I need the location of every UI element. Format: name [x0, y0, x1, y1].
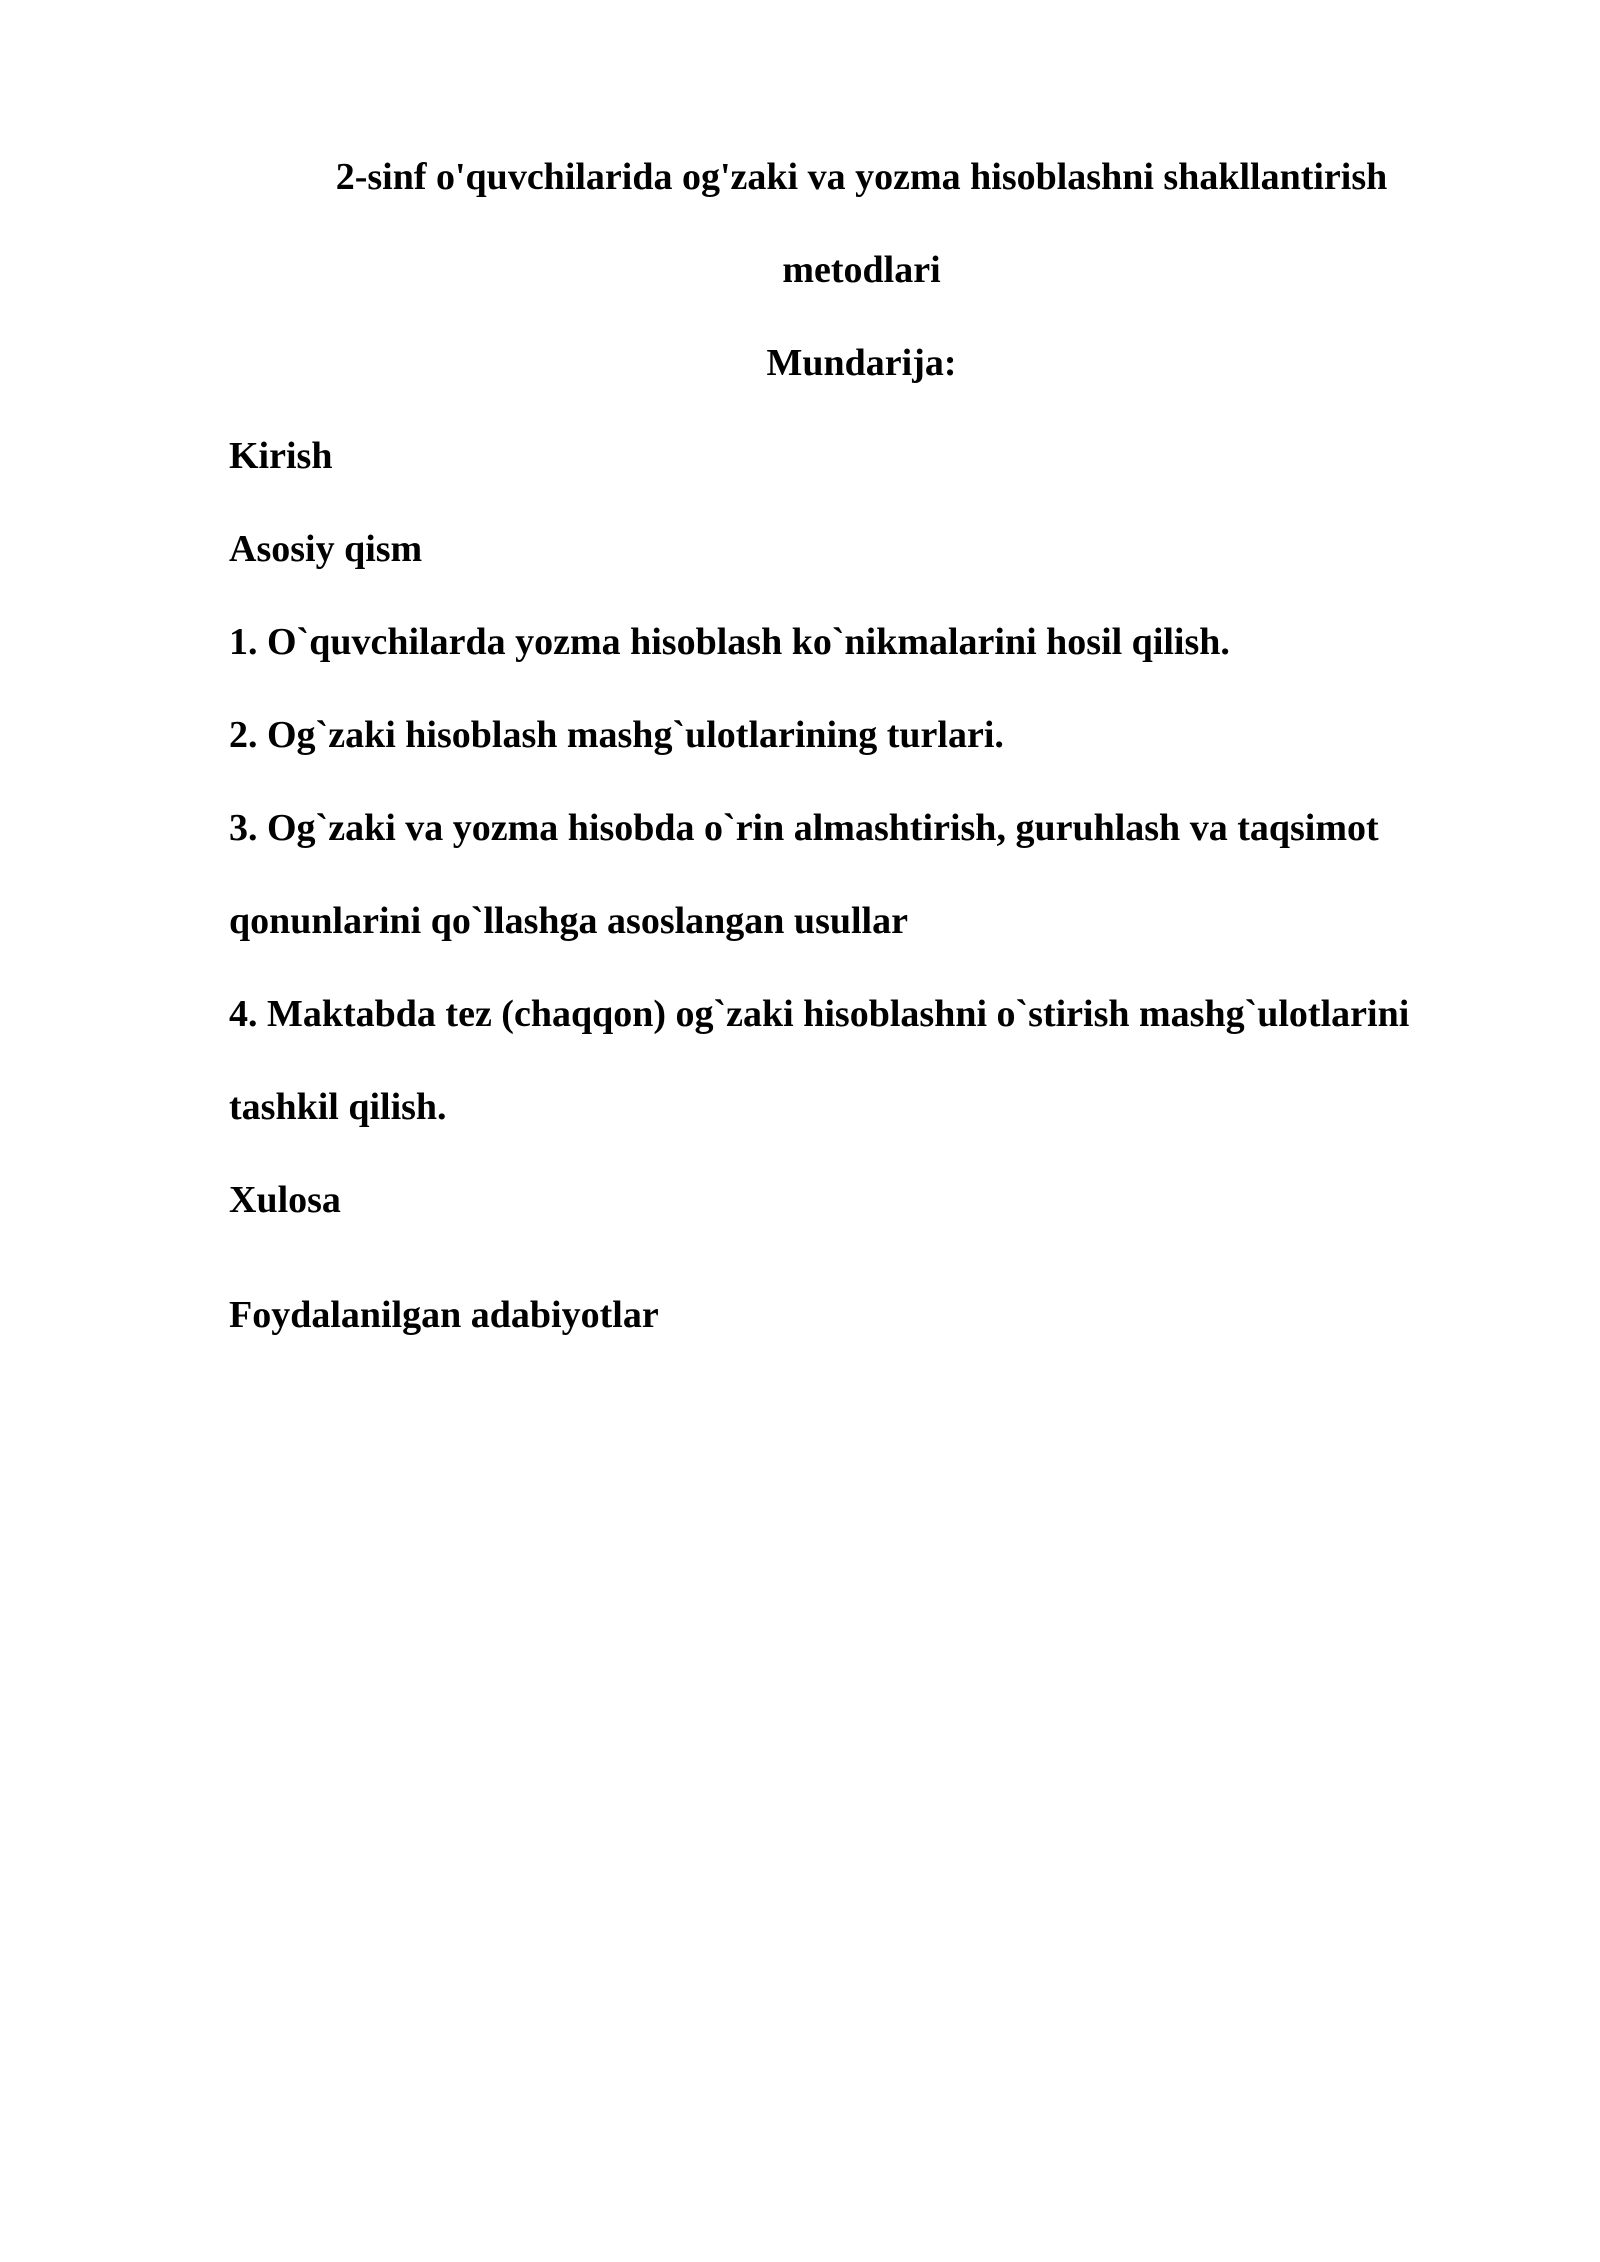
toc-entry-conclusion: Xulosa	[229, 1179, 341, 1221]
toc-entry-4: 4. Maktabda tez (chaqqon) og`zaki hisoblashni o`stirish mashg`ulotlarini	[229, 993, 1410, 1035]
toc-entry-3: 3. Og`zaki va yozma hisobda o`rin almashtirish, guruhlash va taqsimot	[229, 807, 1379, 849]
toc-entry-references: Foydalanilgan adabiyotlar	[229, 1294, 659, 1336]
toc-entry-4-continued: tashkil qilish.	[229, 1086, 447, 1128]
toc-entry-1: 1. O`quvchilarda yozma hisoblash ko`nikmalarini hosil qilish.	[229, 621, 1230, 663]
toc-entry-3-continued: qonunlarini qo`llashga asoslangan usullar	[229, 900, 908, 942]
table-of-contents-heading: Mundarija:	[766, 342, 957, 384]
document-title-line-1: 2-sinf o'quvchilarida og'zaki va yozma hisoblashni shakllantirish	[335, 156, 1388, 198]
toc-entry-2: 2. Og`zaki hisoblash mashg`ulotlarining turlari.	[229, 714, 1004, 756]
document-title-line-2: metodlari	[782, 249, 941, 291]
toc-entry-main-part: Asosiy qism	[229, 528, 423, 570]
toc-entry-introduction: Kirish	[229, 435, 333, 477]
